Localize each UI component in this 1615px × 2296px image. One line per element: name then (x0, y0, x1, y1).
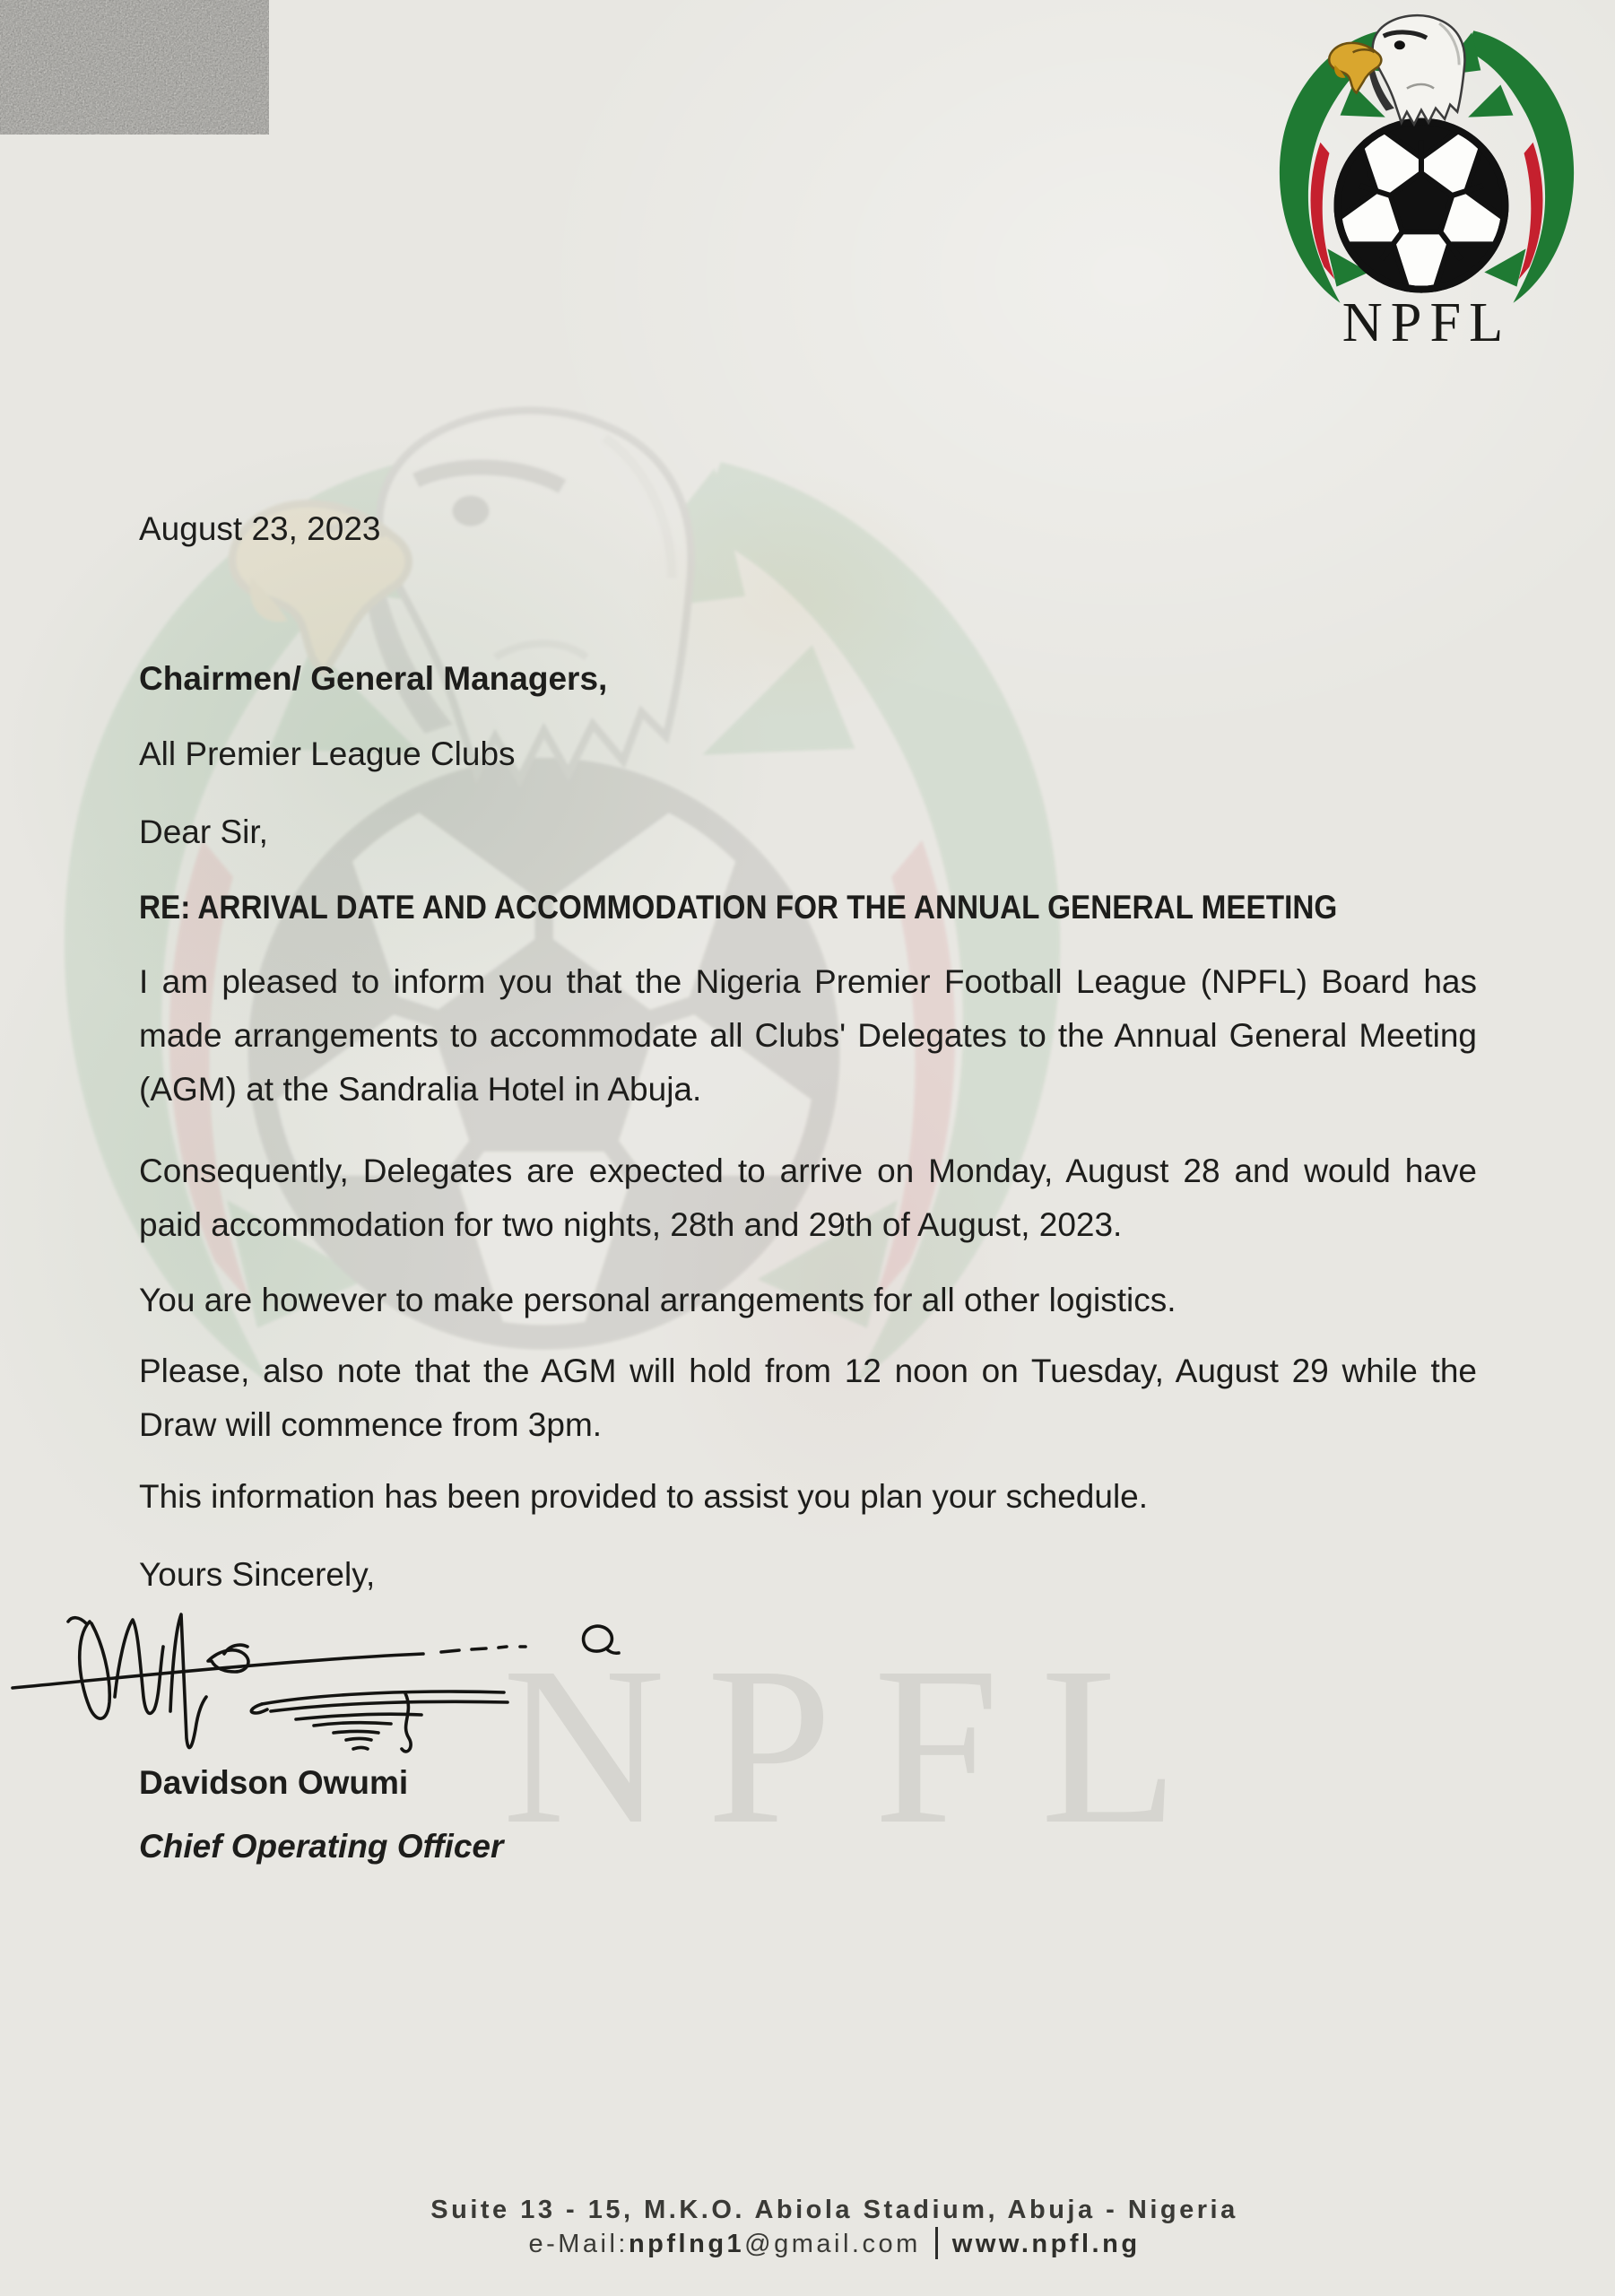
paragraph-5: This information has been provided to assist you plan your schedule. (139, 1478, 1149, 1515)
email-domain: @gmail.com (744, 2230, 921, 2258)
paragraph-1: I am pleased to inform you that the Nigeria Premier Football League (NPFL) Board has made arrangements to accommodate all Clubs' Delegates to the Annual General Meeting (AGM) at the Sandralia Hotel in Abuja. (139, 963, 1477, 1108)
recipient-line-1: Chairmen/ General Managers, (139, 660, 608, 697)
paragraph-4: Please, also note that the AGM will hold from 12 noon on Tuesday, August 29 while the Draw will commence from 3pm. (139, 1352, 1477, 1443)
letter-body (139, 502, 1477, 1874)
footer-contact (54, 2227, 1615, 2261)
footer-address: Suite 13 - 15, M.K.O. Abiola Stadium, Abuja - Nigeria (430, 2196, 1238, 2224)
signature-area (139, 1602, 1477, 1756)
closing-line: Yours Sincerely, (139, 1556, 376, 1593)
signatory-title: Chief Operating Officer (139, 1828, 504, 1865)
paragraph-2: Consequently, Delegates are expected to arrive on Monday, August 28 and would have paid accommodation for two nights, 28th and 29th of August, 2023. (139, 1152, 1477, 1243)
paragraph-3: You are however to make personal arrangements for all other logistics. (139, 1282, 1177, 1318)
letter-date: August 23, 2023 (139, 510, 381, 547)
signatory-name: Davidson Owumi (139, 1764, 409, 1801)
paper-grain-texture (0, 0, 269, 135)
website-text: www.npfl.ng (951, 2230, 1141, 2258)
npfl-logo (1245, 5, 1609, 348)
email-label: e-Mail: (528, 2230, 629, 2258)
salutation: Dear Sir, (139, 813, 268, 850)
npfl-watermark-text: NPFL (502, 1620, 1220, 1871)
email-user: npflng1 (628, 2230, 745, 2258)
separator-bar (935, 2227, 938, 2259)
logo-wordmark: NPFL (1341, 291, 1512, 348)
recipient-line-2: All Premier League Clubs (139, 735, 516, 772)
letter-footer (54, 2194, 1615, 2261)
npfl-logo-art (1280, 15, 1574, 313)
signature-scribble (0, 1604, 646, 1783)
subject-line: RE: ARRIVAL DATE AND ACCOMMODATION FOR THE ANNUAL GENERAL MEETING (139, 889, 1338, 926)
